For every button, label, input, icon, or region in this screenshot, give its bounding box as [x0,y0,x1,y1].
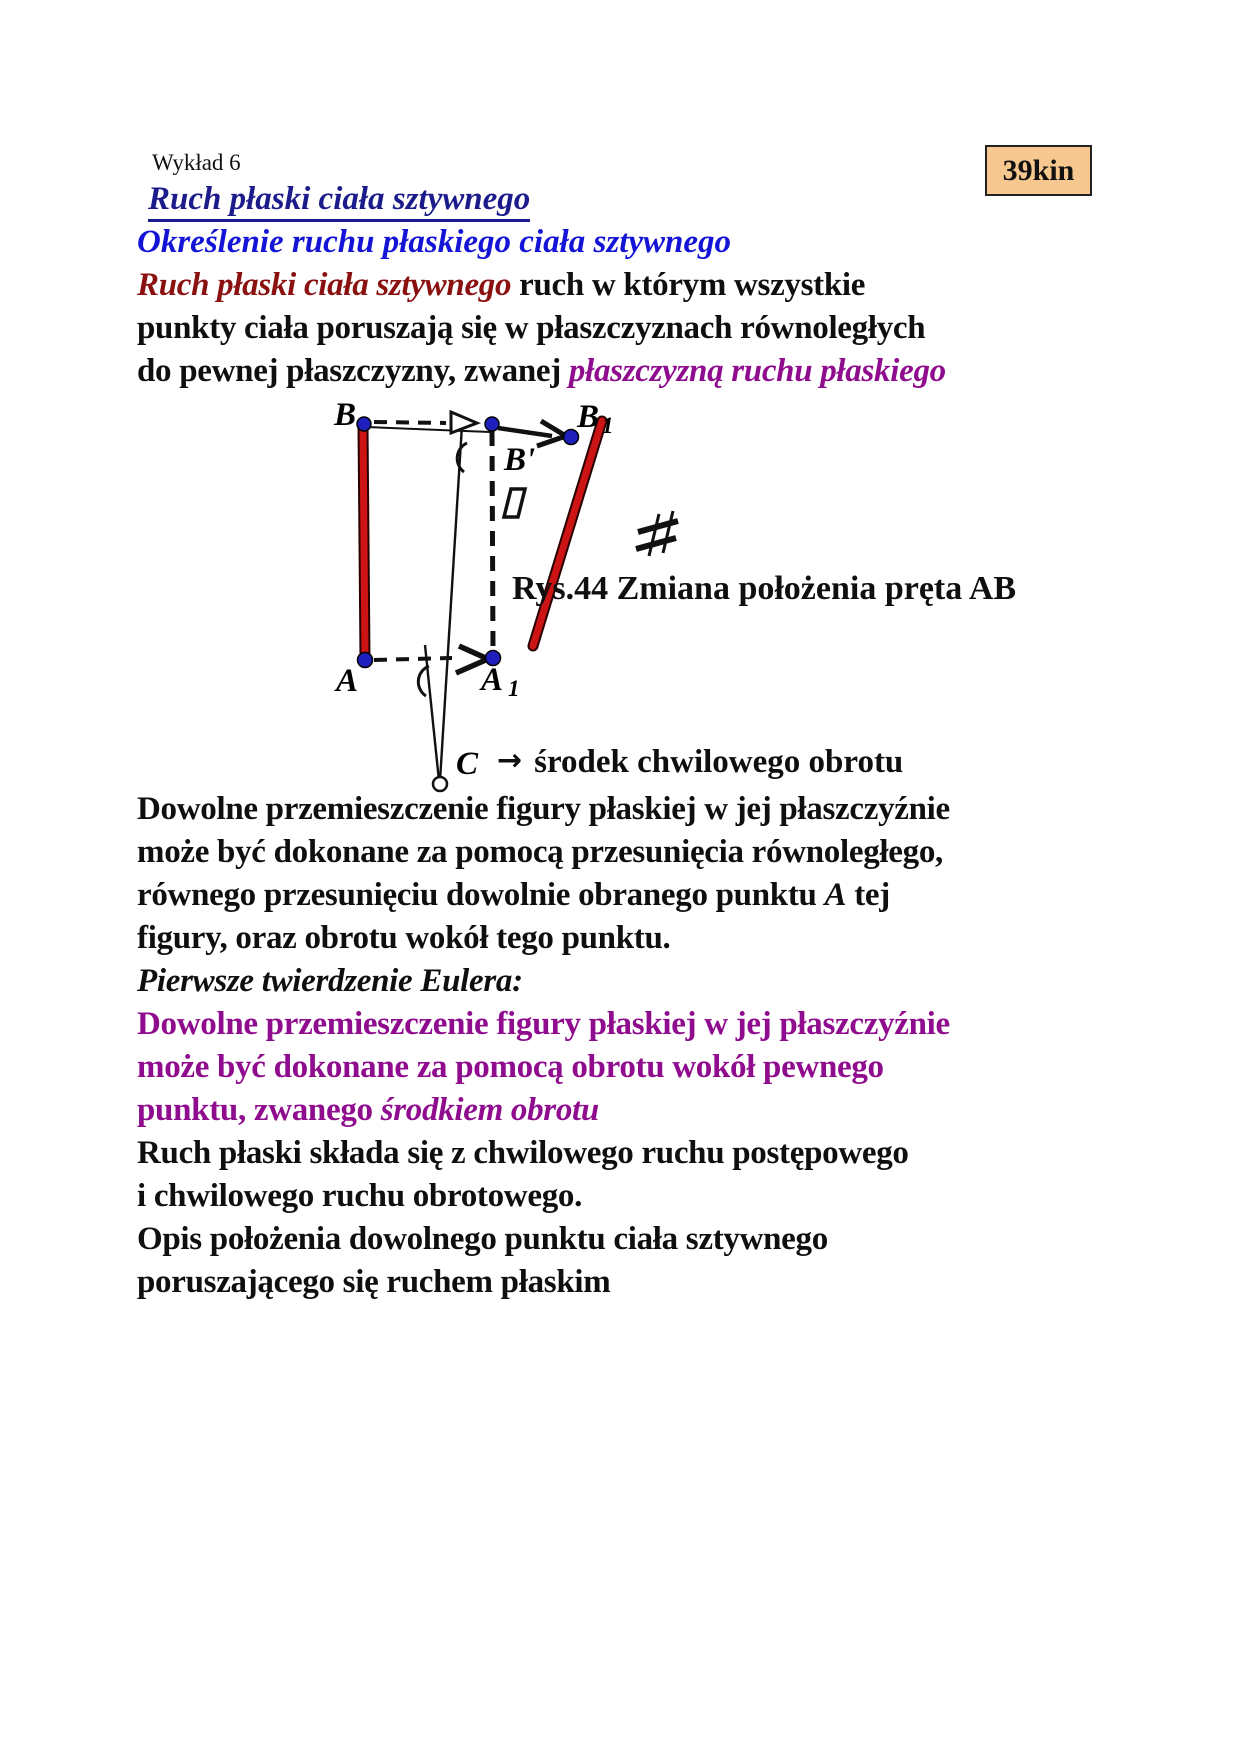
point-a [358,653,373,668]
p2-line-3a: punktu, zwanego [137,1092,381,1128]
intro-line-3 [137,353,946,390]
p2-line-1: Dowolne przemieszczenie figury płaskiej w jej płaszczyźnie [137,1006,950,1042]
intro-line-3-black: do pewnej płaszczyzny, zwanej [137,353,569,389]
open-arrowhead-b [451,412,477,433]
label-c: C [456,746,479,782]
dashed-line-bprime-a1 [492,431,493,651]
label-b1: B [577,399,600,435]
dashed-arrow-b [374,422,446,423]
bisector-line-b [440,425,462,781]
term-plaszczyzna-ruchu: płaszczyzną ruchu płaskiego [568,353,946,389]
intro-line-2: punkty ciała poruszają się w płaszczyznach równoległych [137,310,926,346]
point-c-circle [433,777,447,791]
p2-line-2: może być dokonane za pomocą obrotu wokół pewnego [137,1049,884,1085]
instant-centre-note-text: środek chwilowego obrotu [534,744,904,780]
label-b1-subscript: 1 [602,413,614,438]
p2-line-3 [137,1092,599,1129]
p1-line-2: może być dokonane za pomocą przesunięcia równoległego, [137,834,943,870]
double-strike-icon [636,511,678,556]
p1-line-1: Dowolne przemieszczenie figury płaskiej w jej płaszczyźnie [137,791,950,827]
rod-a1b1 [533,421,602,646]
arrow-bprime-to-b1 [498,428,552,436]
hash-slash-2 [663,511,673,553]
page-title: Ruch płaski ciała sztywnego [148,181,530,222]
label-b: B [334,397,357,433]
hash-slash-1 [649,514,659,556]
term-srodek-obrotu: środkiem obrotu [380,1092,599,1128]
p1-line-3c: tej [846,877,890,913]
p3-line-2: i chwilowego ruchu obrotowego. [137,1178,583,1214]
point-a-reference: A [824,877,847,913]
lecture-label: Wykład 6 [152,150,241,175]
dashed-arrow-a [374,658,452,660]
page-code-badge: 39kin [985,145,1092,196]
label-a1: A [481,662,504,698]
rod-ab [363,427,365,657]
label-a: A [336,663,359,699]
term-ruch-plaski: Ruch płaski ciała sztywnego [137,267,512,303]
angle-symbol-tofu-box [504,489,525,517]
p1-line-3a: równego przesunięciu dowolnie obranego punktu [137,877,825,913]
label-a1-subscript: 1 [508,676,520,701]
p3-line-1: Ruch płaski składa się z chwilowego ruchu postępowego [137,1135,909,1171]
rotation-angle-arc-top [457,443,467,472]
figure-caption: Rys.44 Zmiana położenia pręta AB [512,570,1017,607]
p4-line-2: poruszającego się ruchem płaskim [137,1264,611,1300]
point-bprime [485,417,499,431]
intro-line-1 [137,267,865,304]
page-subtitle: Określenie ruchu płaskiego ciała sztywnego [137,224,732,260]
label-bprime: B' [504,442,536,478]
arrowhead-a1-upper [459,646,488,659]
p1-line-4: figury, oraz obrotu wokół tego punktu. [137,920,671,956]
right-arrow-icon: → [497,743,523,778]
line-b-to-bprime [367,427,490,432]
point-b [357,417,371,431]
euler-theorem-heading: Pierwsze twierdzenie Eulera: [137,963,523,999]
p1-line-3 [137,877,890,914]
p4-line-1: Opis położenia dowolnego punktu ciała sztywnego [137,1221,828,1257]
intro-line-1-rest: ruch w którym wszystkie [511,267,866,303]
hash-bar-2 [636,538,676,549]
